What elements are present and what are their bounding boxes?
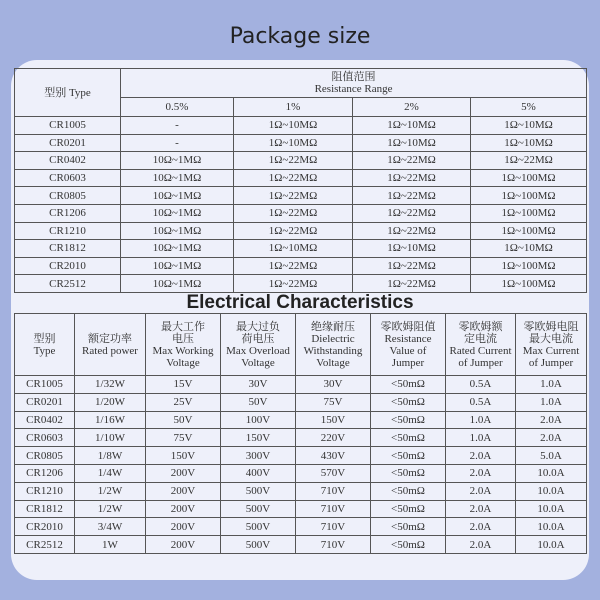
header-line: Voltage <box>316 356 350 369</box>
header-line: 型别 <box>33 332 56 345</box>
value-cell: 570V <box>296 464 371 482</box>
value-cell: 50V <box>146 411 221 429</box>
value-cell: 2.0A <box>516 411 587 429</box>
table-row <box>15 536 587 554</box>
value-cell: 430V <box>296 447 371 465</box>
range-cell: 1Ω~22MΩ <box>234 169 353 187</box>
type-cell: CR0201 <box>15 393 75 411</box>
type-cell: CR0603 <box>15 169 121 187</box>
range-cell: 1Ω~100MΩ <box>471 257 587 275</box>
range-cell: 1Ω~22MΩ <box>353 275 471 293</box>
value-cell: 710V <box>296 482 371 500</box>
value-cell: 10.0A <box>516 482 587 500</box>
header-line: Max Working <box>152 344 214 357</box>
value-cell: <50mΩ <box>371 429 446 447</box>
value-cell: 2.0A <box>446 464 516 482</box>
value-cell: 2.0A <box>446 500 516 518</box>
type-cell: CR0402 <box>15 152 121 170</box>
value-cell: 75V <box>296 393 371 411</box>
page-title: Package size <box>229 24 371 49</box>
range-header-en: Resistance Range <box>314 83 393 95</box>
type-cell: CR1005 <box>15 376 75 394</box>
value-cell: 400V <box>221 464 296 482</box>
range-cell: 10Ω~1MΩ <box>121 204 234 222</box>
header-line: 最大工作 <box>161 320 205 333</box>
value-cell: 200V <box>146 536 221 554</box>
type-cell: CR1005 <box>15 117 121 135</box>
value-cell: <50mΩ <box>371 393 446 411</box>
value-cell: 10.0A <box>516 536 587 554</box>
range-cell: 1Ω~100MΩ <box>471 187 587 205</box>
value-cell: 500V <box>221 518 296 536</box>
column-header <box>15 314 75 376</box>
table-row <box>15 447 587 465</box>
value-cell: <50mΩ <box>371 464 446 482</box>
type-cell: CR1210 <box>15 482 75 500</box>
range-cell: 10Ω~1MΩ <box>121 240 234 258</box>
range-cell: 1Ω~10MΩ <box>353 134 471 152</box>
table-row <box>15 117 587 135</box>
column-header <box>446 314 516 376</box>
tolerance-header: 5% <box>471 98 587 117</box>
value-cell: 3/4W <box>75 518 146 536</box>
range-cell: 1Ω~10MΩ <box>234 240 353 258</box>
range-cell: 1Ω~22MΩ <box>353 152 471 170</box>
value-cell: 10.0A <box>516 518 587 536</box>
table-row <box>15 518 587 536</box>
value-cell: 1W <box>75 536 146 554</box>
table-row <box>15 152 587 170</box>
header-line: Rated Current <box>449 344 512 357</box>
range-cell: 1Ω~22MΩ <box>353 187 471 205</box>
table-row <box>15 187 587 205</box>
header-line: 定电流 <box>464 332 497 345</box>
range-cell: 1Ω~10MΩ <box>234 117 353 135</box>
value-cell: 2.0A <box>446 518 516 536</box>
value-cell: 1/10W <box>75 429 146 447</box>
table-row <box>15 169 587 187</box>
value-cell: 710V <box>296 500 371 518</box>
range-cell: 1Ω~10MΩ <box>471 240 587 258</box>
header-line: Withstanding <box>303 344 363 357</box>
type-cell: CR0402 <box>15 411 75 429</box>
table-row <box>15 393 587 411</box>
header-line: 电压 <box>172 332 194 345</box>
value-cell: 200V <box>146 464 221 482</box>
header-line: 零欧姆阻值 <box>380 320 436 333</box>
type-cell: CR0805 <box>15 187 121 205</box>
value-cell: <50mΩ <box>371 536 446 554</box>
value-cell: 25V <box>146 393 221 411</box>
column-header <box>516 314 587 376</box>
header-line: Max Current <box>522 344 580 357</box>
table-row <box>15 482 587 500</box>
value-cell: 50V <box>221 393 296 411</box>
value-cell: 1.0A <box>446 411 516 429</box>
range-header-cn: 阻值范围 <box>331 71 376 83</box>
column-header <box>221 314 296 376</box>
value-cell: 75V <box>146 429 221 447</box>
range-cell: 1Ω~22MΩ <box>234 275 353 293</box>
header-line: Resistance <box>384 332 432 345</box>
header-line: Dielectric <box>311 332 355 345</box>
header-line: 绝缘耐压 <box>311 320 355 333</box>
type-cell: CR2512 <box>15 275 121 293</box>
value-cell: 2.0A <box>516 429 587 447</box>
table-row <box>15 257 587 275</box>
value-cell: 100V <box>221 411 296 429</box>
section-heading: Electrical Characteristics <box>186 292 414 313</box>
table-row <box>15 411 587 429</box>
range-cell: 1Ω~10MΩ <box>234 134 353 152</box>
value-cell: 220V <box>296 429 371 447</box>
column-header <box>296 314 371 376</box>
tolerance-header: 0.5% <box>121 98 234 117</box>
table-row <box>15 500 587 518</box>
range-cell: 1Ω~22MΩ <box>234 187 353 205</box>
value-cell: 1/32W <box>75 376 146 394</box>
value-cell: <50mΩ <box>371 376 446 394</box>
type-cell: CR0201 <box>15 134 121 152</box>
value-cell: 200V <box>146 500 221 518</box>
header-line: of Jumper <box>528 356 574 369</box>
range-cell: 10Ω~1MΩ <box>121 222 234 240</box>
value-cell: 500V <box>221 482 296 500</box>
value-cell: 2.0A <box>446 536 516 554</box>
range-cell: 1Ω~22MΩ <box>234 257 353 275</box>
type-cell: CR1812 <box>15 240 121 258</box>
value-cell: 10.0A <box>516 464 587 482</box>
tolerance-header: 2% <box>353 98 471 117</box>
value-cell: 2.0A <box>446 482 516 500</box>
value-cell: 0.5A <box>446 393 516 411</box>
range-cell: 1Ω~10MΩ <box>353 240 471 258</box>
type-cell: CR1210 <box>15 222 121 240</box>
header-line: 荷电压 <box>241 332 275 345</box>
header-line: of Jumper <box>458 356 503 369</box>
range-cell: 10Ω~1MΩ <box>121 187 234 205</box>
value-cell: 1/16W <box>75 411 146 429</box>
header-line: Voltage <box>166 356 200 369</box>
value-cell: 300V <box>221 447 296 465</box>
value-cell: <50mΩ <box>371 447 446 465</box>
tolerance-header: 1% <box>234 98 353 117</box>
type-cell: CR2512 <box>15 536 75 554</box>
table-row <box>15 134 587 152</box>
header-line: 最大电流 <box>529 332 573 345</box>
range-cell: 10Ω~1MΩ <box>121 152 234 170</box>
range-cell: 1Ω~22MΩ <box>353 222 471 240</box>
header-line: Jumper <box>391 356 425 369</box>
range-cell: 10Ω~1MΩ <box>121 275 234 293</box>
header-line: 零欧姆额 <box>458 320 503 333</box>
value-cell: 30V <box>221 376 296 394</box>
header-line: Voltage <box>241 356 275 369</box>
value-cell: <50mΩ <box>371 500 446 518</box>
range-cell: 1Ω~100MΩ <box>471 275 587 293</box>
range-cell: 1Ω~10MΩ <box>471 134 587 152</box>
table-row <box>15 240 587 258</box>
range-cell: 1Ω~22MΩ <box>353 257 471 275</box>
table-row <box>15 429 587 447</box>
range-cell: 1Ω~100MΩ <box>471 222 587 240</box>
header-line: Type <box>33 344 56 357</box>
value-cell: 15V <box>146 376 221 394</box>
type-cell: CR2010 <box>15 257 121 275</box>
value-cell: 1.0A <box>516 376 587 394</box>
type-cell: CR2010 <box>15 518 75 536</box>
value-cell: 150V <box>296 411 371 429</box>
value-cell: 1/2W <box>75 500 146 518</box>
range-cell: - <box>121 134 234 152</box>
value-cell: 200V <box>146 482 221 500</box>
range-cell: 1Ω~10MΩ <box>471 117 587 135</box>
value-cell: <50mΩ <box>371 518 446 536</box>
type-cell: CR0603 <box>15 429 75 447</box>
value-cell: 2.0A <box>446 447 516 465</box>
range-cell: 1Ω~100MΩ <box>471 169 587 187</box>
value-cell: 150V <box>146 447 221 465</box>
header-line: 最大过负 <box>236 320 280 333</box>
column-header <box>146 314 221 376</box>
value-cell: 1.0A <box>446 429 516 447</box>
range-cell: - <box>121 117 234 135</box>
value-cell: 5.0A <box>516 447 587 465</box>
range-cell: 1Ω~22MΩ <box>353 204 471 222</box>
value-cell: 1/2W <box>75 482 146 500</box>
value-cell: 500V <box>221 500 296 518</box>
range-cell: 1Ω~22MΩ <box>353 169 471 187</box>
value-cell: 200V <box>146 518 221 536</box>
value-cell: <50mΩ <box>371 482 446 500</box>
value-cell: <50mΩ <box>371 411 446 429</box>
value-cell: 500V <box>221 536 296 554</box>
package-size-table <box>14 68 587 293</box>
range-cell: 1Ω~10MΩ <box>353 117 471 135</box>
header-line: Value of <box>389 344 427 357</box>
value-cell: 1/8W <box>75 447 146 465</box>
table-row <box>15 275 587 293</box>
column-header <box>371 314 446 376</box>
range-cell: 10Ω~1MΩ <box>121 257 234 275</box>
table-row <box>15 222 587 240</box>
column-header <box>75 314 146 376</box>
table-row <box>15 204 587 222</box>
header-line: 零欧姆电阻 <box>523 320 579 333</box>
value-cell: 150V <box>221 429 296 447</box>
table-row <box>15 464 587 482</box>
range-cell: 1Ω~22MΩ <box>234 204 353 222</box>
electrical-table <box>14 313 587 554</box>
table-row <box>15 376 587 394</box>
value-cell: 1.0A <box>516 393 587 411</box>
value-cell: 710V <box>296 518 371 536</box>
type-cell: CR1206 <box>15 464 75 482</box>
value-cell: 1/4W <box>75 464 146 482</box>
type-cell: CR1206 <box>15 204 121 222</box>
header-line: 额定功率 <box>88 332 132 345</box>
value-cell: 30V <box>296 376 371 394</box>
range-cell: 1Ω~22MΩ <box>234 152 353 170</box>
range-cell: 1Ω~100MΩ <box>471 204 587 222</box>
type-header: 型别 Type <box>15 69 121 117</box>
value-cell: 710V <box>296 536 371 554</box>
range-cell: 10Ω~1MΩ <box>121 169 234 187</box>
range-header <box>121 69 587 98</box>
range-cell: 1Ω~22MΩ <box>471 152 587 170</box>
type-cell: CR1812 <box>15 500 75 518</box>
value-cell: 1/20W <box>75 393 146 411</box>
header-line: Rated power <box>82 344 138 357</box>
value-cell: 0.5A <box>446 376 516 394</box>
type-cell: CR0805 <box>15 447 75 465</box>
header-line: Max Overload <box>226 344 290 357</box>
range-cell: 1Ω~22MΩ <box>234 222 353 240</box>
value-cell: 10.0A <box>516 500 587 518</box>
